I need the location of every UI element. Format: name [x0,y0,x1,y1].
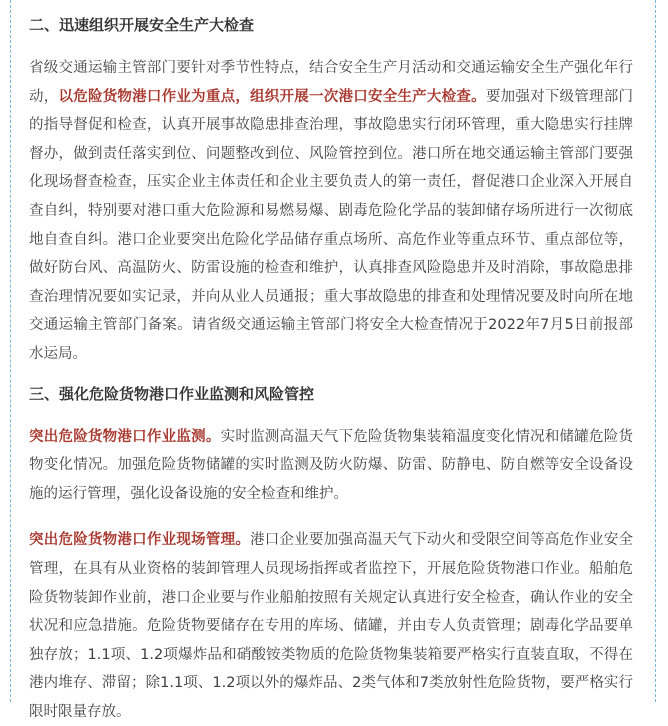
section-heading-inspection: 二、迅速组织开展安全生产大检查 [29,16,255,34]
article-body [10,0,656,720]
highlight-text: 以危险货物港口作业为重点，组织开展一次港口安全生产大检查。 [58,88,486,105]
paragraph-text: 实时监测高温天气下危险货物集装箱温度变化情况和储罐危险货物变化情况。加强危险货物储罐的实时监测及防火防爆、防雷、防静电、防自燃等安全设备设施的运行管理，强化设备设施的安全检查和维护。 [29,428,634,502]
site-management-paragraph [29,526,633,726]
highlight-text: 突出危险货物港口作业监测。 [29,428,221,445]
paragraph-text: 省级交通运输主管部门要针对季节性特点，结合安全生产月活动和交通运输安全生产强化年行动， [29,60,633,105]
paragraph-text: 港口企业要加强高温天气下动火和受限空间等高危作业安全管理，在具有从业资格的装卸管理人员现场指挥或者监控下，开展危险货物港口作业。船舶危险货物装卸作业前，港口企业要与作业船舶按照有关规定认真进行安全检查，确认作业的安全状况和应急措施。危险货物要储存在专用的库场、储罐，并由专人负责管理；剧毒化学品要单独存放；1.1项、1.2项爆炸品和硝酸铵类物质的危险货物集装箱要严格实行直装直取，不得在港内堆存、滞留；除1.1项、1.2项以外的爆炸品、2类气体和7类放射性危险货物，要严格实行限时限量存放。 [29,532,633,720]
monitoring-paragraph [29,423,633,509]
inspection-paragraph [29,54,633,369]
highlight-text: 突出危险货物港口作业现场管理。 [29,532,251,549]
paragraph-text: 要加强对下级管理部门的指导督促和检查，认真开展事故隐患排查治理，事故隐患实行闭环管理，重大隐患实行挂牌督办，做到责任落实到位、问题整改到位、风险管控到位。港口所在地交通运输主管部门要强化现场督查检查，压实企业主体责任和企业主要负责人的第一责任，督促港口企业深入开展自查自纠，特别要对港口重大危险源和易燃易爆、剧毒危险化学品的装卸储存场所进行一次彻底地自查自纠。港口企业要突出危险化学品储存重点场所、高危作业等重点环节、重点部位等，做好防台风、高温防火、防雷设施的检查和维护，认真排查风险隐患并及时消除，事故隐患排查治理情况要如实记录，并向从业人员通报；重大事故隐患的排查和处理情况要及时向所在地交通运输主管部门备案。请省级交通运输主管部门将安全大检查情况于2022年7月5日前报部水运局。 [29,88,634,362]
section-heading-monitoring: 三、强化危险货物港口作业监测和风险管控 [29,384,315,403]
